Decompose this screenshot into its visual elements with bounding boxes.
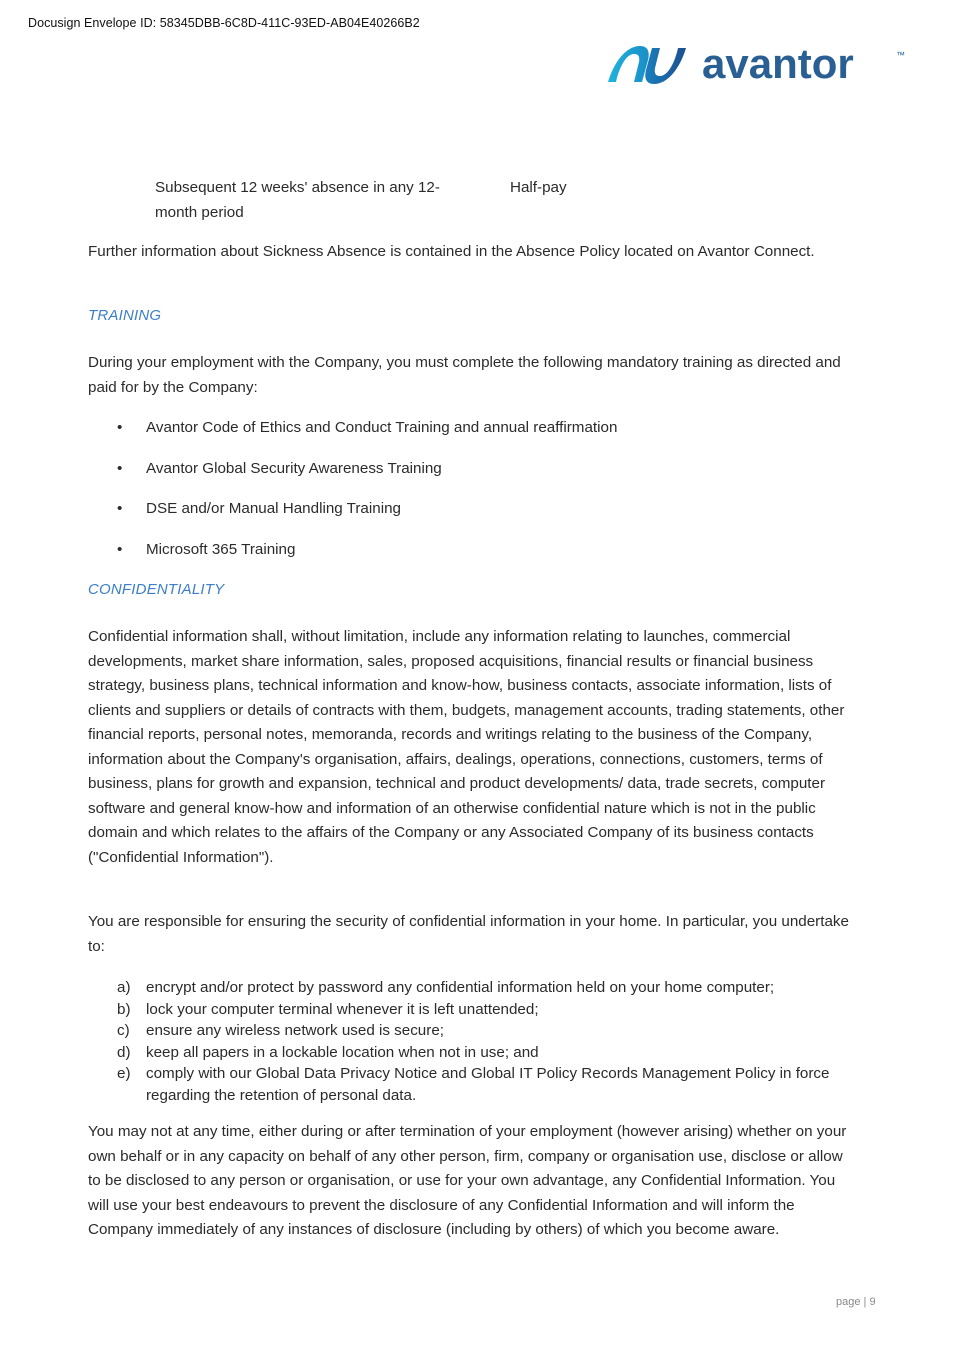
list-item: b) lock your computer terminal whenever it is left unattended; (117, 1000, 539, 1018)
sickness-period-label: Subsequent 12 weeks' absence in any 12-month period (155, 179, 440, 221)
avantor-logo (604, 40, 914, 90)
list-item: d) keep all papers in a lockable location when not in use; and (117, 1043, 539, 1061)
sickness-pay-value: Half-pay (510, 179, 567, 196)
list-item: a) encrypt and/or protect by password any confidential information held on your home computer; (117, 979, 775, 996)
undertakings-list (117, 977, 857, 1106)
disclosure-paragraph: You may not at any time, either during or after termination of your employment (however arising) whether on your own behalf or in any capacity on behalf of any other person, firm, company or organisation use, disclose or allow to be disclosed to any person or organisation, or use for your own advantage, any Confidential Information. You will use your best endeavours to prevent the disclosure of any Confidential Information and will inform the Company immediately of any instances of disclosure (including by others) of which you become aware. (88, 1123, 847, 1238)
bullet-icon: • (117, 541, 123, 558)
page-number: page | 9 (836, 1296, 876, 1308)
confidentiality-heading: CONFIDENTIALITY (88, 581, 225, 598)
list-item: c) ensure any wireless network used is secure; (117, 1022, 444, 1039)
docusign-envelope-id: Docusign Envelope ID: 58345DBB-6C8D-411C-93ED-AB04E40266B2 (28, 16, 420, 30)
bullet-icon: • (117, 460, 123, 477)
trademark-symbol: ™ (896, 50, 905, 60)
confidential-definition-paragraph: Confidential information shall, without limitation, include any information relating to launches, commercial developments, market share information, sales, proposed acquisitions, financial results or financial business strategy, business plans, technical information and know-how, business contacts, associate information, lists of clients and suppliers or details of contracts with them, budgets, management accounts, trading statements, other financial reports, personal notes, memoranda, records and writings relating to the business of the Company, information about the Company's organisation, affairs, dealings, operations, connections, customers, terms of business, plans for growth and expansion, technical and product developments/ data, trade secrets, computer software and general know-how and information of an otherwise confidential nature which is not in the public domain and which relates to the affairs of the Company or any Associated Company of its business contacts ("Confidential Information"). (88, 628, 845, 866)
training-intro-paragraph: During your employment with the Company, you must complete the following mandatory training as directed and paid for by the Company: (88, 354, 841, 396)
avantor-mark-icon (608, 46, 686, 84)
avantor-wordmark: avantor (702, 40, 854, 87)
sickness-info-paragraph: Further information about Sickness Absence is contained in the Absence Policy located on Avantor Connect. (88, 243, 815, 260)
list-item: e) comply with our Global Data Privacy Notice and Global IT Policy Records Management Policy in force regarding the retention of personal data. (117, 1065, 830, 1104)
training-heading: TRAINING (88, 307, 162, 324)
bullet-icon: • (117, 500, 123, 517)
home-security-intro-paragraph: You are responsible for ensuring the security of confidential information in your home. In particular, you undertake to: (88, 913, 849, 955)
bullet-icon: • (117, 419, 123, 436)
